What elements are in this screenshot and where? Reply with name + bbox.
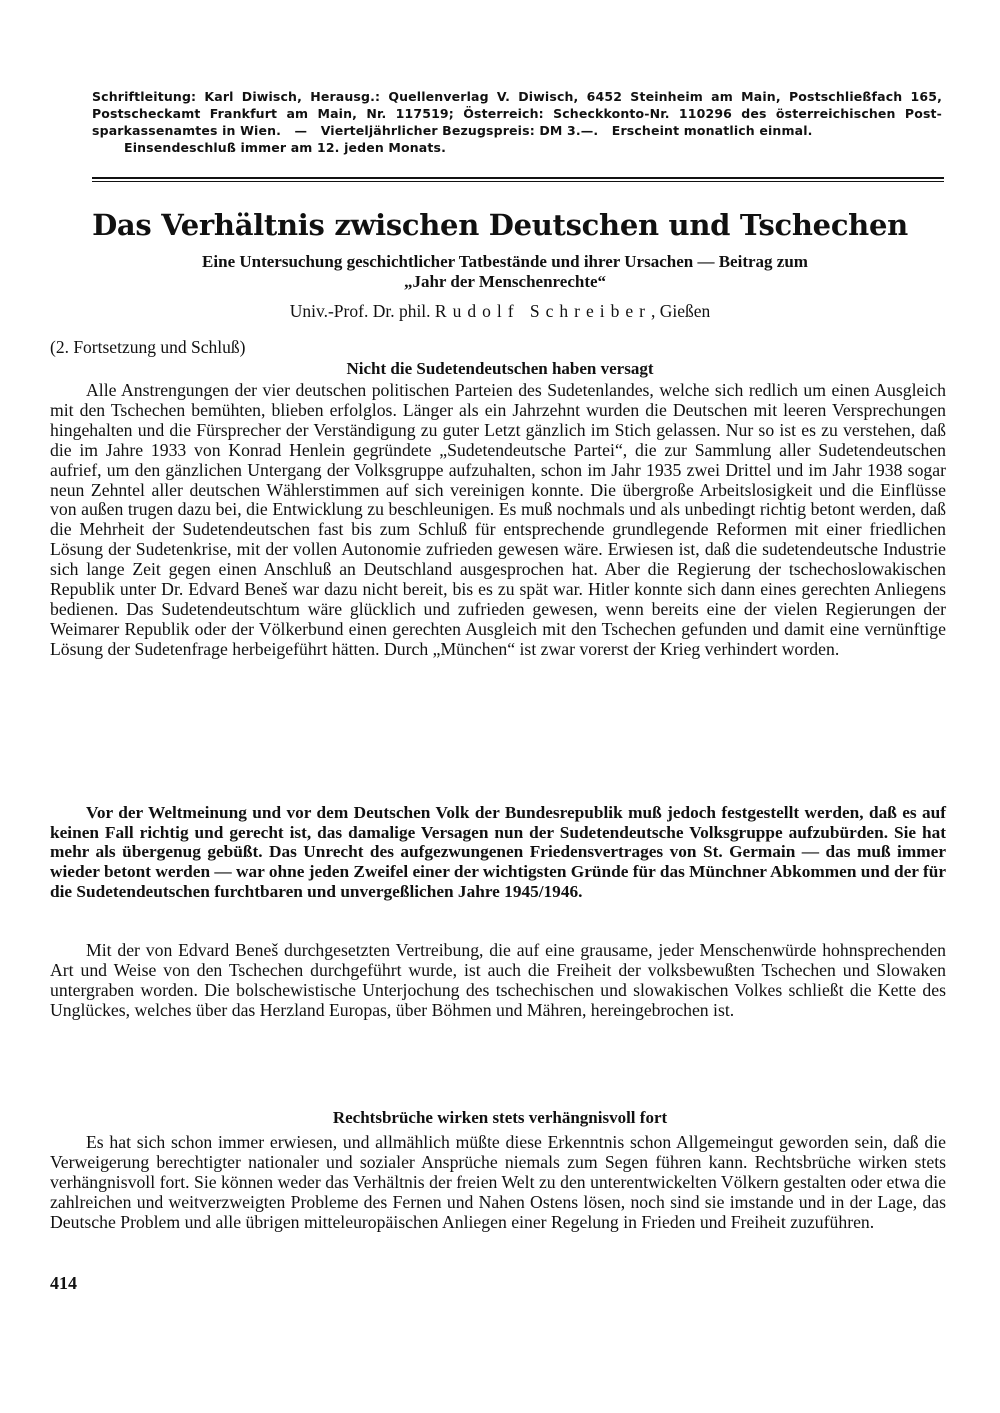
body-paragraph: Es hat sich schon immer erwiesen, und allmählich müßte diese Erkenntnis schon Allgemeingut geworden sein, daß die Verweigerung berechtigter nationaler und sozialer Ansprüche niemals zum Segen führen kann. Rechtsbrüche wirken stets verhängnisvoll fort. Sie können weder das Verhältnis der freien Welt zu den unterentwickelten Völkern gestalten oder etwa die zahlreichen und weitverzweigten Probleme des Fernen und Nahen Ostens lösen, noch sind sie imstande und in der Lage, das Deutsche Problem und alle übrigen mitteleuropäischen Anliegen einer Regelung in Frieden und Freiheit zuzuführen.	[50, 1132, 946, 1232]
subtitle-line: Eine Untersuchung geschichtlicher Tatbestände und ihrer Ursachen — Beitrag zum	[202, 252, 808, 271]
section-heading: Nicht die Sudetendeutschen haben versagt	[346, 359, 654, 378]
page-number: 414	[50, 1273, 77, 1293]
subtitle-line: „Jahr der Menschenrechte“	[403, 272, 607, 291]
author-location: , Gießen	[650, 301, 711, 321]
continuation-note: (2. Fortsetzung und Schluß)	[50, 337, 246, 357]
masthead-rule-thin	[92, 181, 944, 182]
article-subtitle	[100, 252, 910, 292]
body-paragraph: Alle Anstrengungen der vier deutschen politischen Parteien des Sudetenlandes, welche sich redlich um einen Ausgleich mit den Tschechen bemühten, blieben erfolglos. Länger als ein Jahrzehnt wurden die Deutschen mit leeren Versprechungen hingehalten und die Fürsprecher der Verständigung zu guter Letzt gänzlich im Stich gelassen. Nur so ist es zu verstehen, daß die im Jahre 1933 von Konrad Henlein gegründete „Sudetendeutsche Partei“, die zur Sammlung aller Sudetendeutschen aufrief, um den gänzlichen Untergang der Volksgruppe aufzuhalten, schon im Jahr 1935 zwei Drittel und im Jahr 1938 sogar neun Zehntel aller deutschen Wählerstimmen auf sich vereinigen konnte. Die übergroße Arbeitslosigkeit und die Einflüsse von außen trugen dazu bei, die Entwicklung zu beschleunigen. Es muß nochmals und als unbedingt richtig betont werden, daß die Mehrheit der Sudetendeutschen fast bis zum Schluß für entsprechende grundlegende Reformen mit einer friedlichen Lösung der Sudetenkrise, mit der vollen Autonomie zufrieden gewesen wäre. Erwiesen ist, daß die sudetendeutsche Industrie sich lange Zeit gegen einen Anschluß an Deutschland ausgesprochen hat. Aber die Regierung der tschechoslowakischen Republik unter Dr. Edvard Beneš war dazu nicht bereit, bis es zu spät war. Hitler konnte sich dann eines gerechten Anliegens bedienen. Das Sudetendeutschtum wäre glücklich und zufrieden gewesen, wenn bereits eine der vielen Regierungen der Weimarer Republik oder der Völkerbund einen gerechten Ausgleich mit den Tschechen gefunden und damit eine vernünftige Lösung der Sudetenfrage herbeigeführt hätten. Durch „München“ ist zwar vorerst der Krieg verhindert worden.	[50, 380, 946, 659]
masthead-line: Postscheckamt Frankfurt am Main, Nr. 117519; Österreich: Scheckkonto-Nr. 110296 des österreichischen Post-	[92, 106, 942, 121]
masthead-line: sparkassenamtes in Wien. — Vierteljährlicher Bezugspreis: DM 3.—. Erscheint monatlich einmal.	[92, 123, 813, 138]
masthead	[92, 88, 942, 156]
masthead-rule-thick	[92, 177, 944, 179]
article-title: Das Verhältnis zwischen Deutschen und Tschechen	[92, 208, 908, 242]
masthead-line: Einsendeschluß immer am 12. jeden Monats.	[124, 140, 446, 155]
author-byline	[50, 300, 950, 322]
section-heading: Rechtsbrüche wirken stets verhängnisvoll fort	[332, 1108, 668, 1127]
author-name: Rudolf Schreiber	[434, 301, 651, 321]
emphasized-paragraph: Vor der Weltmeinung und vor dem Deutschen Volk der Bundesrepublik muß jedoch festgestellt werden, daß es auf keinen Fall richtig und gerecht ist, das damalige Versagen nun der Sudetendeutsche Volksgruppe aufzubürden. Sie hat mehr als übergenug gebüßt. Das Unrecht des aufgezwungenen Friedensvertrages von St. Germain — das muß immer wieder betont werden — war ohne jeden Zweifel einer der wichtigsten Gründe für das Münchner Abkommen und der für die Sudetendeutschen furchtbaren und unvergeßlichen Jahre 1945/1946.	[50, 803, 946, 901]
masthead-line: Schriftleitung: Karl Diwisch, Herausg.: Quellenverlag V. Diwisch, 6452 Steinheim am Main, Postschließfach 165,	[92, 89, 942, 104]
body-paragraph: Mit der von Edvard Beneš durchgesetzten Vertreibung, die auf eine grausame, jeder Menschenwürde hohnsprechenden Art und Weise von den Tschechen durchgeführt wurde, ist auch die Freiheit der volksbewußten Tschechen und Slowaken untergraben worden. Die bolschewistische Unterjochung des tschechischen und slowakischen Volkes schließt die Kette des Unglückes, welches über das Herzland Europas, über Böhmen und Mähren, hereingebrochen ist.	[50, 940, 946, 1020]
author-title: Univ.-Prof. Dr. phil.	[289, 301, 431, 321]
